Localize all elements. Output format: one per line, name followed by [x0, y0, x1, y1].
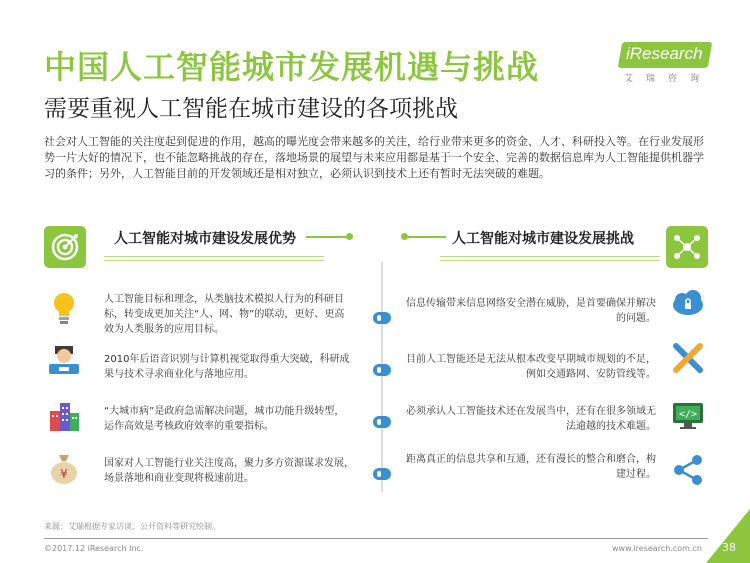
svg-text:¥: ¥ — [60, 467, 68, 481]
left-connector-dot — [346, 233, 353, 240]
tools-icon — [670, 340, 706, 376]
challenge-item-4: 距离真正的信息共享和互通，还有漫长的整合和磨合，构建过程。 — [406, 454, 656, 480]
challenge-item-2: 目前人工智能还是无法从根本改变早期城市规划的不足，例如交通路网、安防管线等。 — [406, 354, 656, 380]
svg-text:</>: </> — [678, 409, 698, 420]
advantage-item-3: “大城市病”是政府急需解决问题，城市功能升级转型，运作高效是考核政府效率的重要指标。 — [104, 406, 345, 432]
lightbulb-icon — [46, 290, 82, 326]
logo-tagline: 艾瑞咨询 — [624, 74, 713, 84]
cloud-security-icon — [670, 286, 706, 322]
page-title: 中国人工智能城市发展机遇与挑战 — [44, 48, 540, 86]
page-subtitle: 需要重视人工智能在城市建设的各项挑战 — [44, 96, 458, 122]
left-connector — [306, 236, 348, 238]
challenges-title: 人工智能对城市建设发展挑战 — [452, 231, 634, 247]
source-note: 来源：艾瑞根据专家访谈、公开资料等研究绘制。 — [44, 522, 220, 531]
footer-divider — [44, 538, 708, 539]
right-divider — [440, 256, 660, 261]
website-link[interactable]: www.iresearch.com.cn — [612, 544, 702, 553]
advantages-title: 人工智能对城市建设发展优势 — [114, 231, 296, 247]
corner-accent — [706, 509, 750, 563]
advantage-item-1: 人工智能目标和理念，从类脑技术模拟人行为的科研目标，转变成更加关注“人、网、物”的联动，更好、更高效为人类服务的应用目标。 — [104, 294, 345, 335]
logo-brand: iResearch — [626, 44, 703, 63]
timeline-marker-2 — [373, 364, 391, 376]
timeline-marker-1 — [373, 312, 391, 324]
challenge-item-3: 必须承认人工智能技术还在发展当中，还有在很多领域无法逾越的技术难题。 — [406, 406, 656, 432]
share-icon — [670, 452, 706, 488]
left-divider — [104, 256, 324, 261]
advantage-item-4: 国家对人工智能行业关注度高，聚力多方资源谋求发展，场景落地和商业变现将极速前进。 — [104, 458, 354, 484]
challenge-item-1: 信息传输带来信息网络安全潜在威胁，是首要确保并解决的问题。 — [406, 298, 656, 324]
person-laptop-icon — [46, 342, 82, 378]
code-monitor-icon — [670, 398, 706, 434]
iresearch-logo — [620, 42, 712, 86]
timeline-axis — [381, 262, 383, 492]
intro-paragraph: 社会对人工智能的关注度起到促进的作用，越高的曝光度会带来越多的关注，给行业带来更多的资金、人才、科研投入等。在行业发展形势一片大好的情况下，也不能忽略挑战的存在，落地场景的展望与未来应用都是基于一个安全、完善的数据信息库为人工智能提供机器学习的条件；另外，人工智能目前的开发领域还是相对独立，必须认识到技术上还有暂时无法突破的难题。 — [44, 135, 704, 180]
timeline-marker-4 — [373, 468, 391, 480]
city-buildings-icon — [46, 398, 82, 434]
page-number: 38 — [722, 541, 736, 554]
target-icon — [44, 226, 86, 268]
money-bag-icon — [46, 450, 82, 486]
right-connector — [404, 236, 446, 238]
advantage-item-2: 2010年后语音识别与计算机视觉取得重大突破，科研成果与技术寻求商业化与落地应用。 — [104, 354, 350, 380]
timeline-marker-3 — [373, 416, 391, 428]
network-nodes-icon — [666, 226, 708, 268]
copyright: ©2017.12 iResearch Inc. — [44, 544, 144, 553]
